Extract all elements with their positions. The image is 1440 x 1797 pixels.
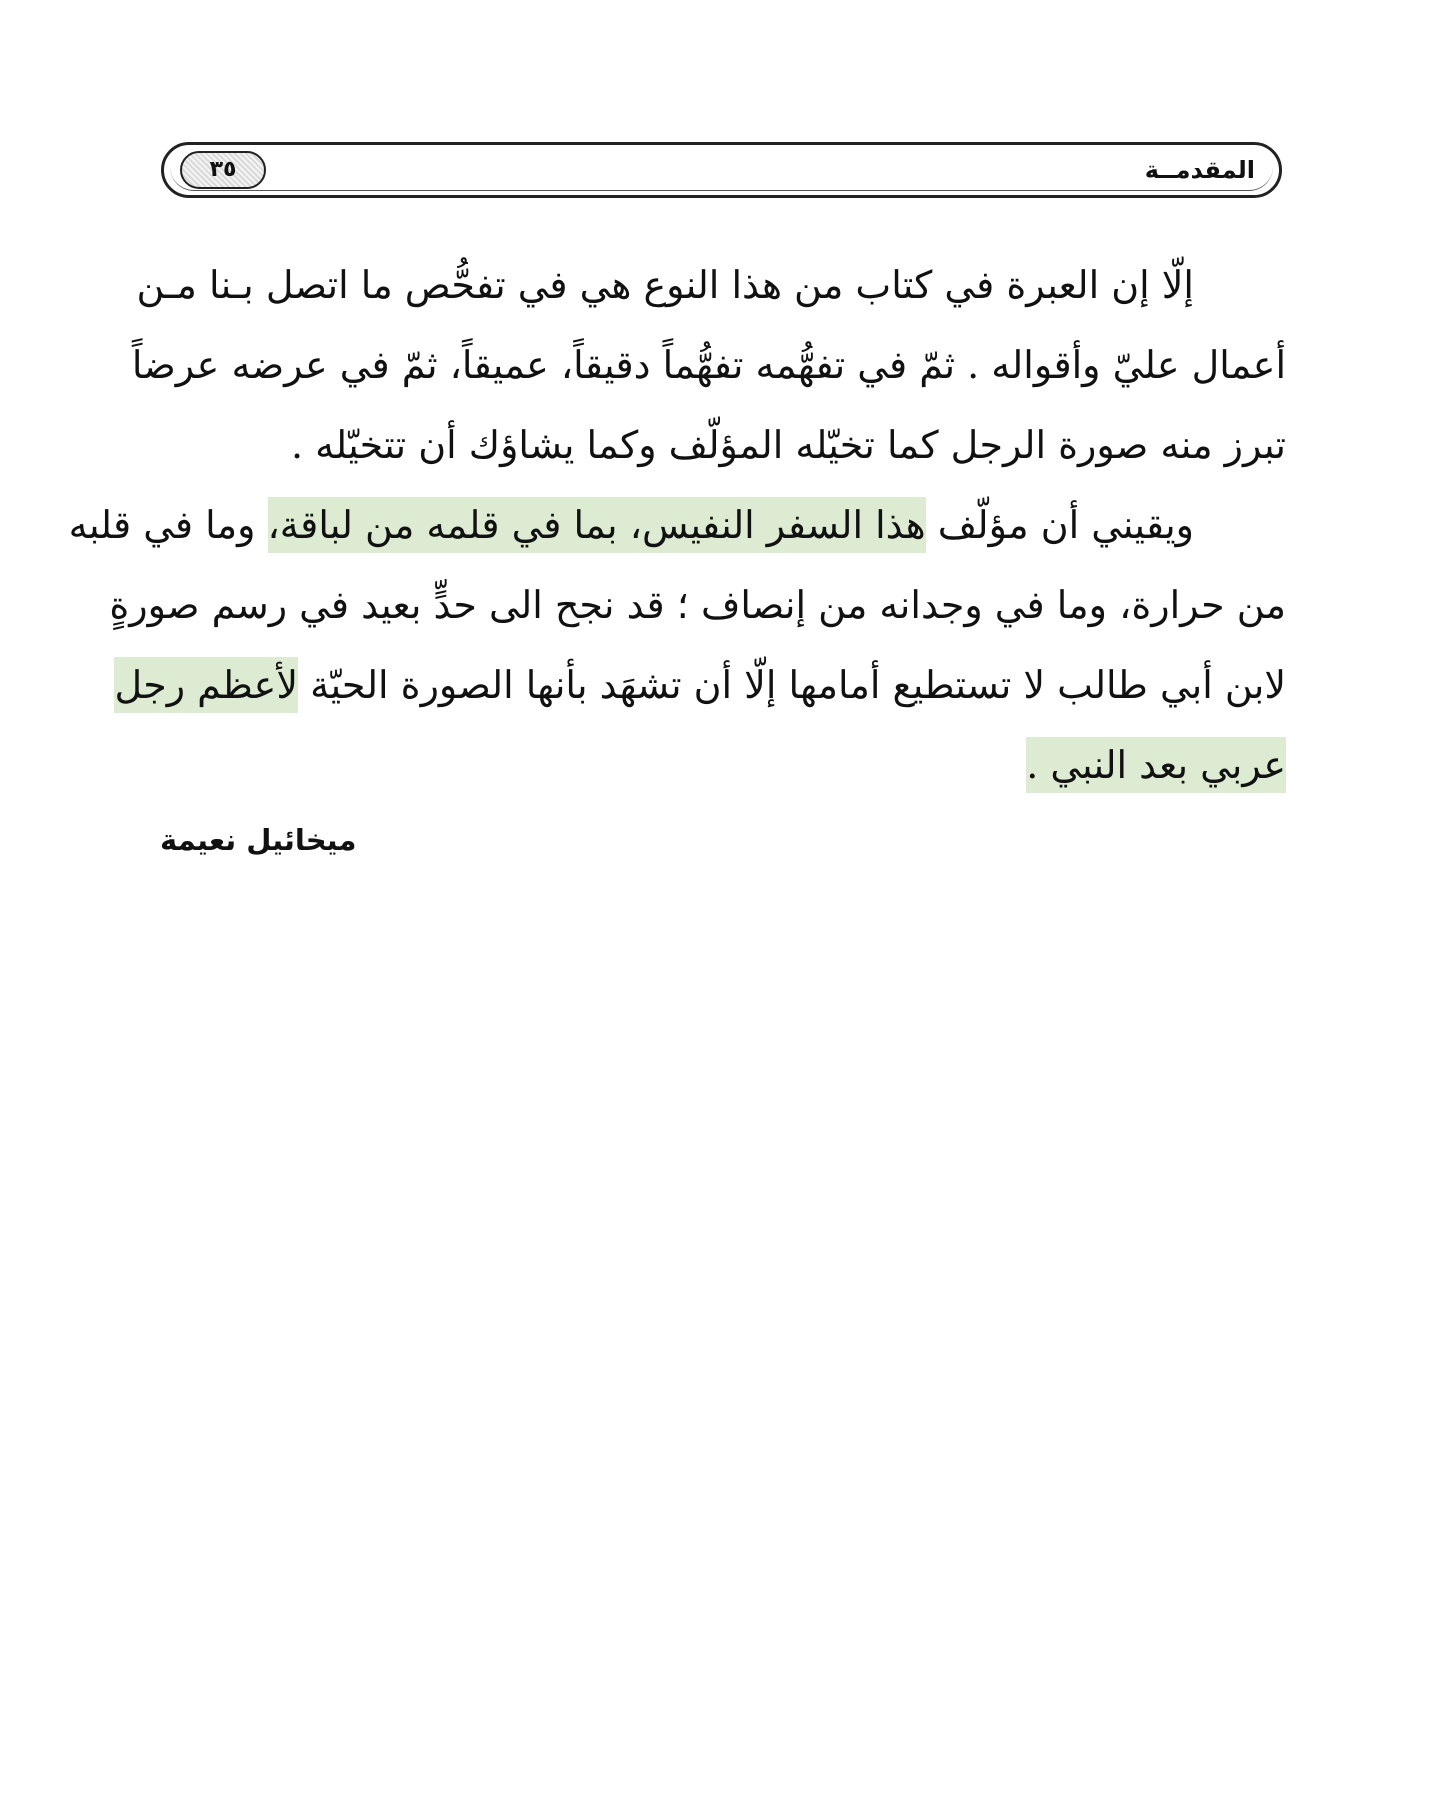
text-line: من حرارة، وما في وجدانه من إنصاف ؛ قد نجح الى حدٍّ بعيد في رسم صورةٍ [109,583,1286,627]
page-header [161,142,1282,198]
text-segment: ويقيني أن مؤلّف [925,503,1194,547]
highlighted-text: هذا السفر النفيس، بما في قلمه من لباقة، [268,497,926,553]
highlighted-text: لأعظم رجل [114,657,298,713]
text-segment: وما في قلبه [68,503,268,547]
author-signature: ميخائيل نعيمة [160,823,357,857]
page-number-badge [180,151,266,189]
header-divider [170,150,1273,191]
text-line: أعمال عليّ وأقواله . ثمّ في تفهُّمه تفهُّماً دقيقاً، عميقاً، ثمّ في عرضه عرضاً [131,343,1286,387]
text-segment: لابن أبي طالب لا تستطيع أمامها إلّا أن تشهَد بأنها الصورة الحيّة [298,663,1286,707]
text-line [114,645,1286,725]
section-title: المقدمــة [1144,156,1255,184]
text-line: تبرز منه صورة الرجل كما تخيّله المؤلّف وكما يشاؤك أن تتخيّله . [290,423,1286,467]
text-line [160,725,1286,805]
text-line [68,485,1286,565]
highlighted-text: عربي بعد النبي . [1026,737,1286,793]
body-text [68,245,1286,805]
text-line: إلّا إن العبرة في كتاب من هذا النوع هي في تفحُّص ما اتصل بـنا مـن [136,263,1194,307]
page-number: ٣٥ [209,157,237,182]
